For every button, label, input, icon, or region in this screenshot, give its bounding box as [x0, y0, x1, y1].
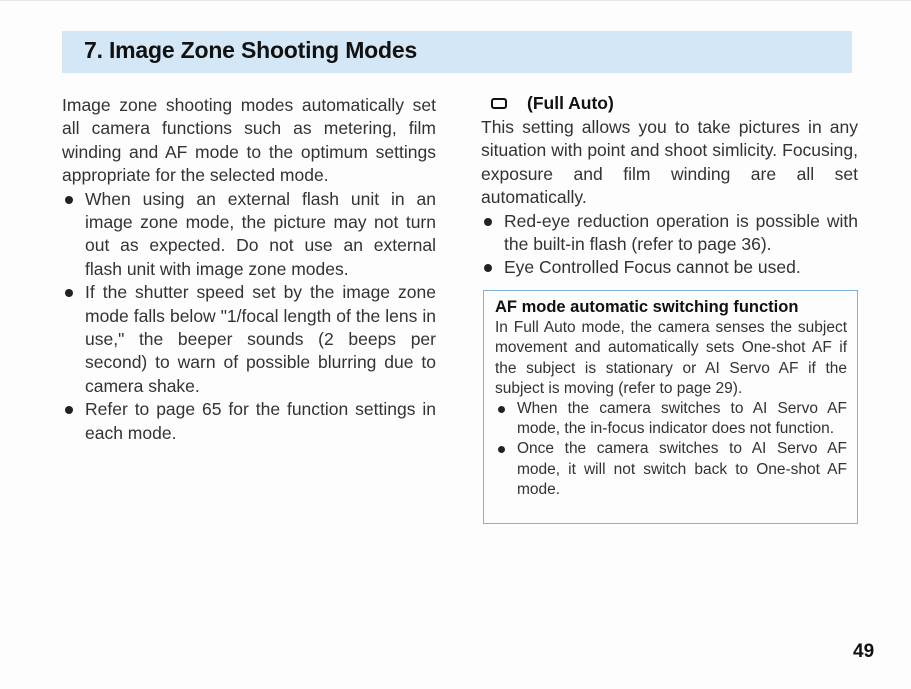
list-item-text: Red-eye reduction operation is possible with the built-in flash (refer to page 36).	[504, 210, 858, 255]
list-item-text: Once the camera switches to AI Servo AF mode, it will not switch back to One-shot AF mode.	[517, 440, 847, 498]
af-note-title: AF mode automatic switching function	[495, 298, 799, 316]
right-column	[481, 91, 858, 280]
left-column	[62, 94, 436, 445]
section-title: 7. Image Zone Shooting Modes	[84, 37, 418, 63]
full-auto-description: This setting allows you to take pictures in any situation with point and shoot simlicity. Focusing, exposure and film winding are all set automatically.	[481, 117, 858, 208]
list-item-text: When the camera switches to AI Servo AF mode, the in-focus indicator does not function.	[517, 400, 847, 438]
list-item-text: Refer to page 65 for the function settings in each mode.	[85, 399, 436, 443]
list-item	[481, 210, 858, 257]
af-bullet-list	[495, 399, 847, 500]
list-item	[62, 398, 436, 445]
list-item	[495, 399, 847, 439]
section-header	[62, 31, 852, 73]
list-item-text: If the shutter speed set by the image zone mode falls below "1/focal length of the lens in use," the beeper sounds (2 beeps per second) to warn of possible blurring due to camera shake.	[85, 282, 436, 396]
list-item	[62, 281, 436, 398]
bullet-icon	[65, 406, 73, 414]
intro-paragraph: Image zone shooting modes automatically set all camera functions such as metering, film winding and AF mode to the optimum settings appropriate for the selected mode.	[62, 95, 436, 186]
bullet-icon	[65, 289, 73, 297]
bullet-icon	[484, 264, 492, 272]
page-number: 49	[853, 641, 875, 662]
af-switching-note-box	[483, 290, 858, 524]
bullet-icon	[498, 406, 505, 413]
full-auto-label: (Full Auto)	[527, 92, 614, 113]
bullet-icon	[65, 196, 73, 204]
bullet-icon	[498, 446, 505, 453]
full-auto-heading	[481, 91, 858, 116]
list-item	[62, 188, 436, 282]
left-bullet-list	[62, 188, 436, 445]
list-item	[481, 256, 858, 279]
list-item-text: When using an external flash unit in an image zone mode, the picture may not turn out as expected. Do not use an external flash unit with image zone modes.	[85, 188, 436, 279]
bullet-icon	[484, 218, 492, 226]
right-bullet-list	[481, 210, 858, 280]
list-item	[495, 439, 847, 500]
af-note-text: In Full Auto mode, the camera senses the subject movement and automatically sets One-shot AF if the subject is stationary or AI Servo AF if the subject is moving (refer to page 29).	[495, 319, 847, 397]
list-item-text: Eye Controlled Focus cannot be used.	[504, 257, 801, 278]
rectangle-icon	[491, 98, 507, 109]
